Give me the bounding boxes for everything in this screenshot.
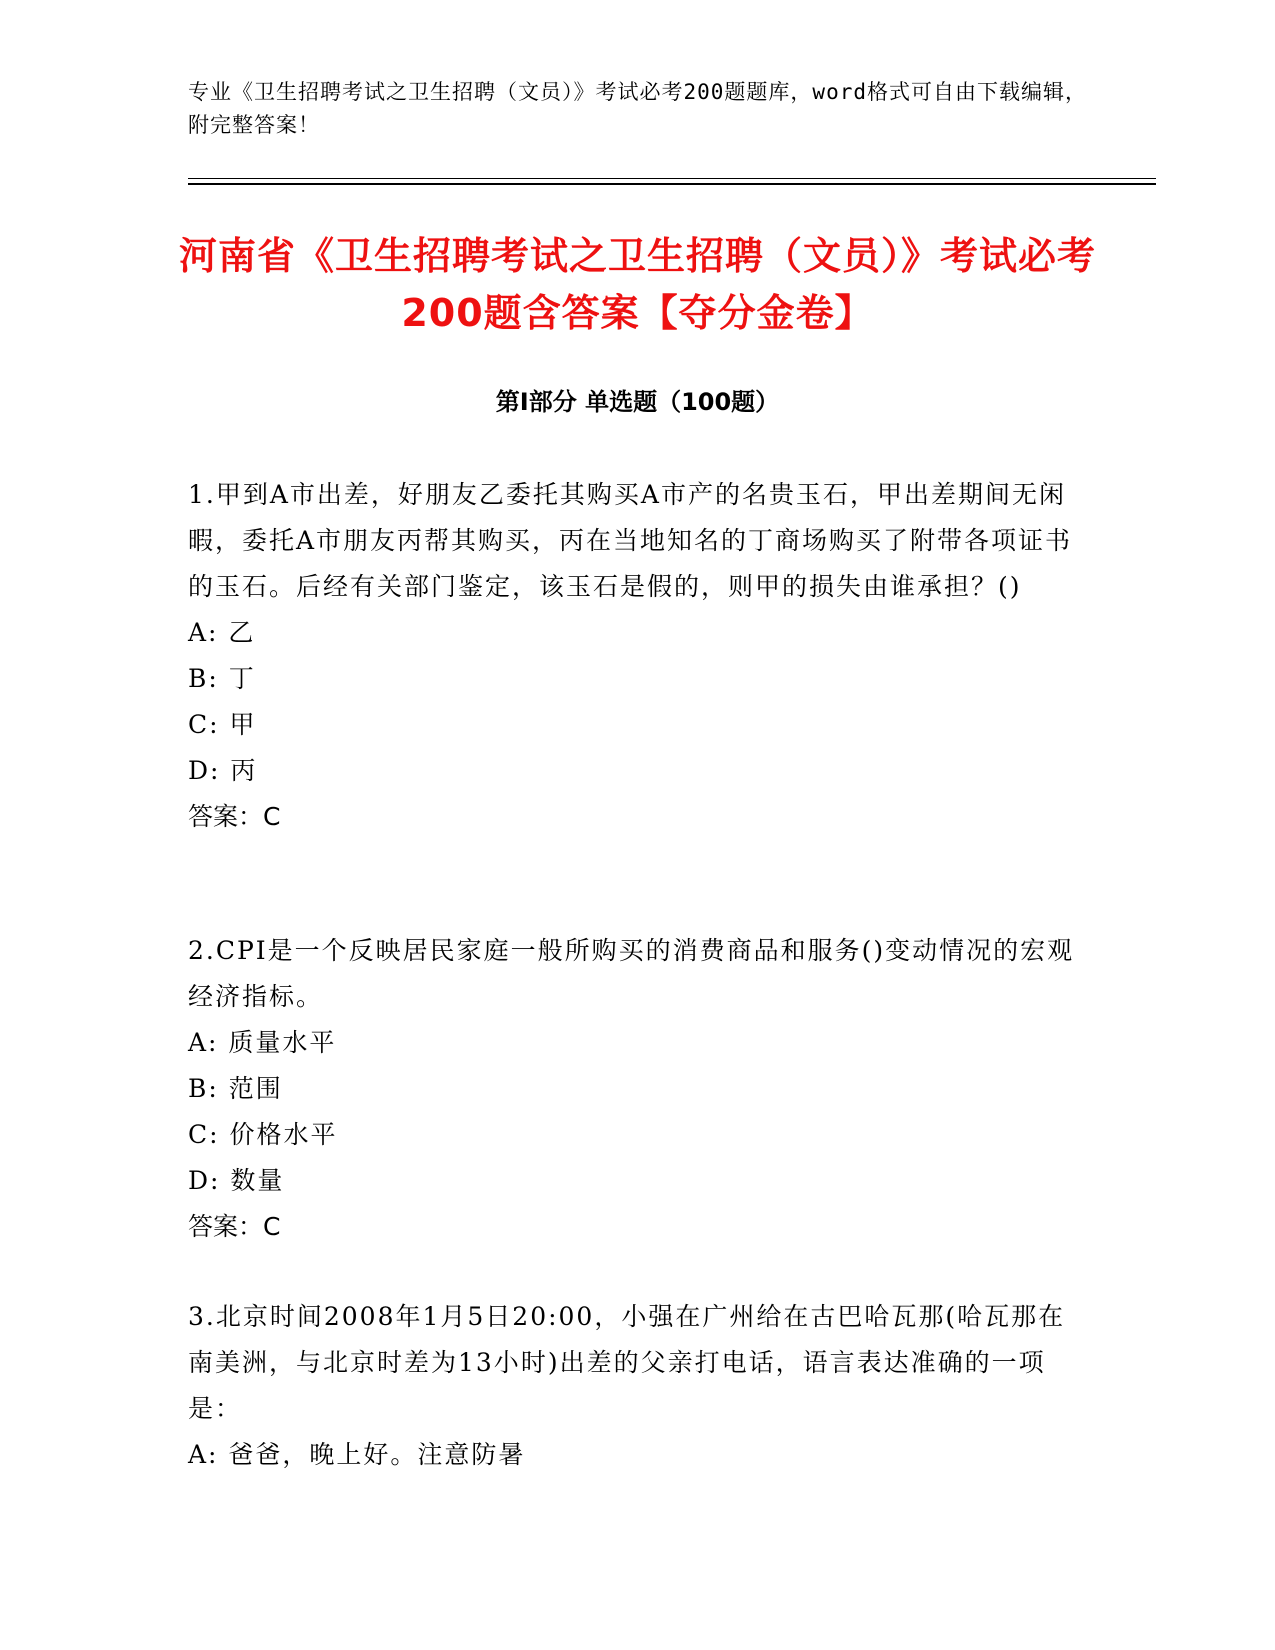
option-a: A: 爸爸，晚上好。注意防暑 xyxy=(188,1440,526,1469)
document-title: 河南省《卫生招聘考试之卫生招聘（文员）》考试必考200题含答案【夺分金卷】 xyxy=(178,234,1096,335)
header-divider xyxy=(188,178,1156,179)
option-d: D: 丙 xyxy=(188,756,258,785)
option-a: A: 质量水平 xyxy=(188,1028,337,1057)
option-b: B: 范围 xyxy=(188,1074,283,1103)
option-c: C: 价格水平 xyxy=(188,1120,338,1149)
question-2 xyxy=(188,928,1088,1250)
header-note: 专业《卫生招聘考试之卫生招聘（文员）》考试必考200题题库，word格式可自由下载编辑，附完整答案！ xyxy=(188,80,1087,137)
header-divider-thick xyxy=(188,183,1156,185)
option-a: A: 乙 xyxy=(188,618,256,647)
answer-line: 答案：C xyxy=(188,802,281,831)
question-3 xyxy=(188,1294,1088,1478)
question-1 xyxy=(188,472,1088,840)
option-c: C: 甲 xyxy=(188,710,257,739)
question-stem: 1.甲到A市出差，好朋友乙委托其购买A市产的名贵玉石，甲出差期间无闲暇，委托A市朋友丙帮其购买，丙在当地知名的丁商场购买了附带各项证书的玉石。后经有关部门鉴定，该玉石是假的，则甲的损失由谁承担？() xyxy=(188,480,1073,601)
option-b: B: 丁 xyxy=(188,664,256,693)
answer-line: 答案：C xyxy=(188,1212,281,1241)
option-d: D: 数量 xyxy=(188,1166,285,1195)
section-title: 第Ⅰ部分 单选题（100题） xyxy=(495,388,780,416)
question-stem: 2.CPI是一个反映居民家庭一般所购买的消费商品和服务()变动情况的宏观经济指标。 xyxy=(188,936,1075,1011)
question-stem: 3.北京时间2008年1月5日20:00，小强在广州给在古巴哈瓦那(哈瓦那在南美洲，与北京时差为13小时)出差的父亲打电话，语言表达准确的一项是： xyxy=(188,1302,1066,1423)
